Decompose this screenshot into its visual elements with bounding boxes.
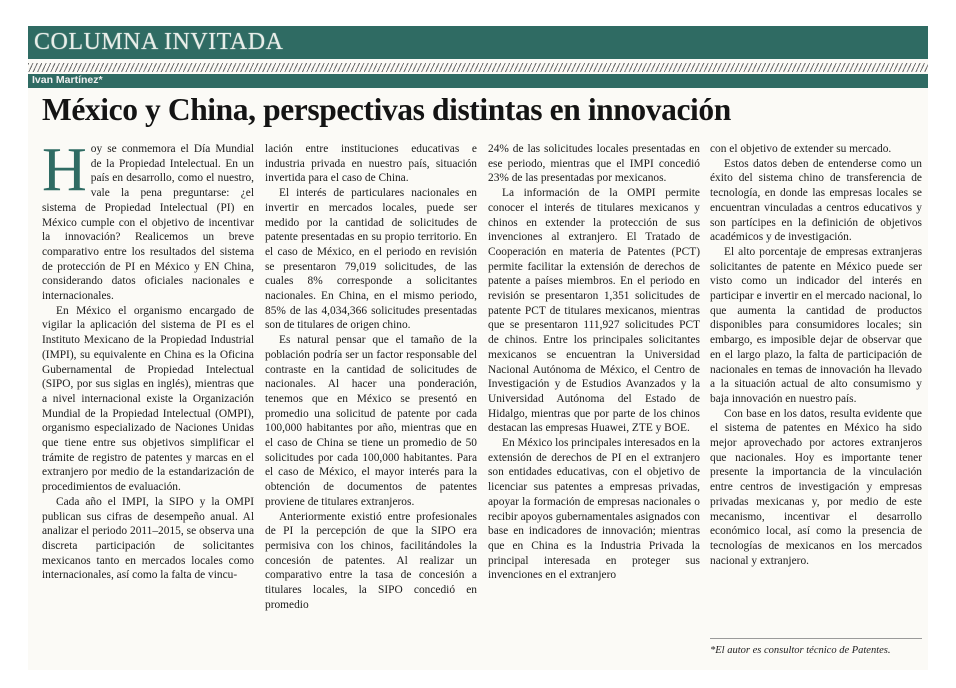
paragraph: El interés de particulares nacionales en invertir en mercados locales, puede ser medido por la cantidad de solicitudes de patente presentadas en su propio territorio. En el caso de México, en el periodo en revisión se presentaron 79,019 solicitudes, de las cuales 8% corresponde a solicitantes nacionales. En China, en el mismo periodo, 85% de las 4,034,366 solicitudes presentadas son de titulares de origen chino.	[265, 187, 477, 332]
author-footnote: *El autor es consultor técnico de Patentes.	[710, 638, 922, 656]
author-bar	[28, 74, 928, 88]
paragraph: con el objetivo de extender su mercado.	[710, 143, 892, 155]
drop-cap: H	[42, 142, 87, 204]
paragraph-text: oy se conmemora el Día Mundial de la Propiedad Intelectual. En un país en desarrollo, como el nuestro, vale la pena preguntarse: ¿el sistema de Propiedad Intelectual (PI) en México cumple con el objetivo de incentivar la innovación? Realicemos un breve comparativo entre los resultados del sistema de protección de PI en México y EN China, considerando datos oficiales nacionales e internacionales.	[42, 143, 254, 303]
paragraph	[42, 142, 254, 304]
paragraph: Anteriormente existió entre profesionales de PI la percepción de que la SIPO era permisiva con los chinos, facilitándoles la concesión de patentes. Al realizar un comparativo entre la tasa de concesión a titulares locales, la SIPO concedió en promedio	[265, 510, 477, 611]
author-name: Ivan Martínez*	[32, 74, 103, 86]
hatch-divider	[28, 63, 928, 72]
paragraph: La información de la OMPI permite conocer el interés de titulares mexicanos y chinos en extender la protección de sus invenciones al extranjero. El Tratado de Cooperación en materia de Patentes (PCT) permite facilitar la extensión de derechos de patente a países miembros. En el periodo en revisión se presentaron 1,351 solicitudes de patente PCT de titulares mexicanos, mientras que se presentaron 111,927 solicitudes PCT de chinos. Entre los principales solicitantes mexicanos se encuentran la Universidad Nacional Autónoma de México, el Centro de Investigación y de Estudios Avanzados y la Universidad Autónoma del Estado de Hidalgo, mientras que por parte de los chinos destacan las empresas Huawei, ZTE y BOE.	[488, 187, 700, 435]
article-column-1	[42, 142, 254, 662]
paragraph: Cada año el IMPI, la SIPO y la OMPI publican sus cifras de desempeño anual. Al analizar el periodo 2011–2015, se observa una discreta participación de solicitantes mexicanos tanto en mercados locales como internacionales, así como la falta de vincu-	[42, 495, 254, 582]
paragraph: Estos datos deben de entenderse como un éxito del sistema chino de transferencia de tecnología, en donde las empresas locales se encuentran vinculadas a centros educativos y son partícipes en la definición de objetivos académicos y de investigación.	[710, 157, 922, 244]
paragraph: En México los principales interesados en la extensión de derechos de PI en el extranjero son entidades educativas, con el objetivo de licenciar sus patentes a empresas privadas, apoyar la formación de empresas nacionales o recibir apoyos gubernamentales asignados con base en indicadores de innovación; mientras que en China es la Industria Privada la principal interesada en proteger sus invenciones en el extranjero	[488, 437, 700, 582]
article-column-3	[488, 142, 700, 662]
paragraph: lación entre instituciones educativas e industria privada en nuestro país, situación invertida para el caso de China.	[265, 143, 477, 185]
paragraph: El alto porcentaje de empresas extranjeras solicitantes de patente en México puede ser visto como un indicador del interés en participar e invertir en el mercado nacional, lo que aumenta la cantidad de productos disponibles para consumidores locales; sin embargo, es imposible dejar de observar que en el largo plazo, la falta de participación de nacionales en temas de innovación ha llevado a la situación actual de alto consumismo y baja innovación en nuestro país.	[710, 245, 922, 405]
paragraph: Con base en los datos, resulta evidente que el sistema de patentes en México ha sido mejor aprovechado por actores extranjeros que nacionales. Hoy es importante tener presente la importancia de la vinculación entre centros de investigación y empresas privadas mexicanas y, por medio de este mecanismo, incentivar el desarrollo económico local, así como la presencia de tecnologías de mexicanos en los mercados nacional y extranjero.	[710, 407, 922, 567]
section-title: COLUMNA INVITADA	[34, 29, 284, 55]
article-column-2	[265, 142, 477, 662]
paragraph: 24% de las solicitudes locales presentadas en ese periodo, mientras que el IMPI concedió 23% de las presentadas por mexicanos.	[488, 143, 700, 185]
headline: México y China, perspectivas distintas en innovación	[42, 92, 731, 127]
article-column-4	[710, 142, 922, 662]
section-header-bar	[28, 26, 928, 59]
paragraph: Es natural pensar que el tamaño de la población podría ser un factor responsable del contraste en la cantidad de solicitudes de nacionales. Al hacer una ponderación, tenemos que en México se presentó en promedio una solicitud de patente por cada 100,000 habitantes por año, mientras que en el caso de China se tiene un promedio de 50 solicitudes por cada 100,000 habitantes. Para el caso de México, el mayor interés para la obtención de documentos de patentes proviene de titulares extranjeros.	[265, 334, 477, 508]
paragraph: En México el organismo encargado de vigilar la aplicación del sistema de PI es el Instituto Mexicano de la Propiedad Industrial (IMPI), su equivalente en China es la Oficina Gubernamental de Propiedad Intelectual (SIPO, por sus siglas en inglés), mientras que a nivel internacional existe la Organización Mundial de la Propiedad Intelectual (OMPI), organismo especializado de Naciones Unidas que tiene entre sus objetivos simplificar el trámite de registro de patentes y marcas en el extranjero por medio de la estandarización de procedimientos de evaluación.	[42, 304, 254, 494]
newspaper-page	[28, 26, 928, 670]
